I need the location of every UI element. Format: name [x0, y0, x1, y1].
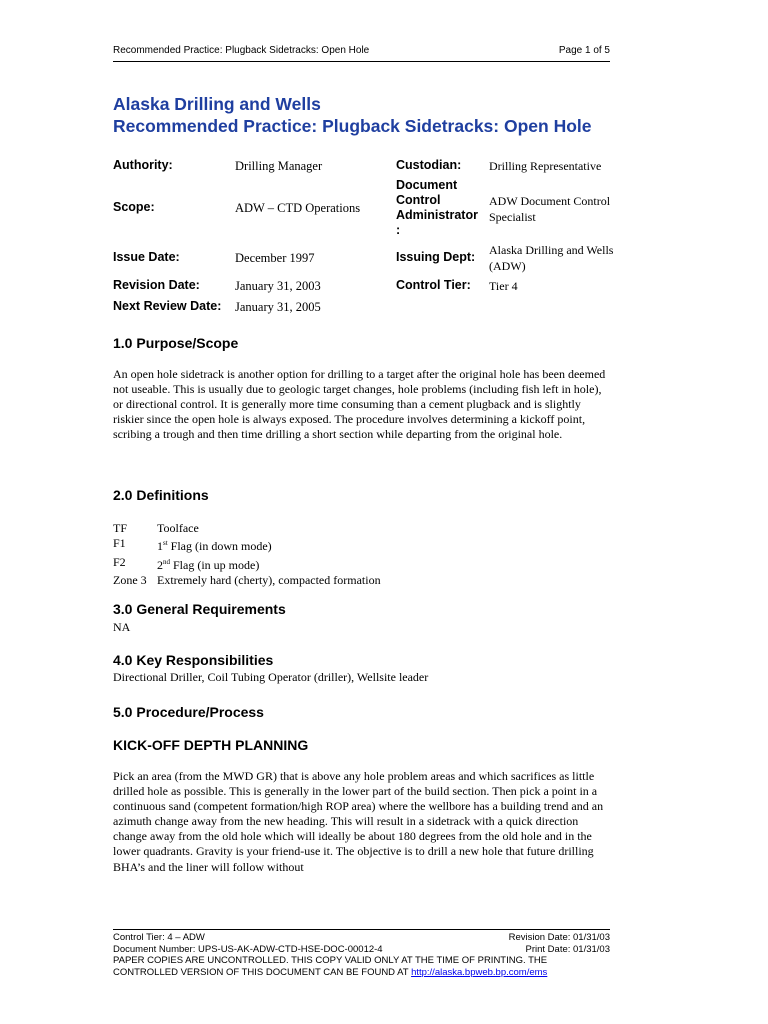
next-review-value: January 31, 2005: [235, 300, 321, 314]
definition-description: Toolface: [157, 521, 199, 535]
document-title: [113, 93, 592, 137]
document-control-administrator-label: Document Control Administrator :: [396, 178, 478, 237]
subsection-heading-kickoff: KICK-OFF DEPTH PLANNING: [113, 737, 309, 753]
title-line-2: Recommended Practice: Plugback Sidetracks: Open Hole: [113, 116, 592, 136]
issuing-dept-label: Issuing Dept:: [396, 250, 476, 264]
control-tier-value: Tier 4: [489, 279, 518, 293]
general-requirements-text: NA: [113, 620, 131, 634]
control-tier-label: Control Tier:: [396, 278, 471, 292]
definition-item: [113, 573, 381, 588]
footer-revision-date: Revision Date: 01/31/03: [508, 932, 610, 943]
running-header: [113, 45, 610, 62]
definition-item: [113, 521, 381, 536]
page-footer: [113, 929, 610, 978]
custodian-value: Drilling Representative: [489, 159, 602, 173]
revision-date-value: January 31, 2003: [235, 279, 321, 293]
footer-control-tier: Control Tier: 4 – ADW: [113, 932, 205, 943]
section-heading-key-responsibilities: 4.0 Key Responsibilities: [113, 652, 274, 668]
definition-term: TF: [113, 521, 128, 535]
document-control-administrator-value: ADW Document Control Specialist: [489, 194, 611, 224]
footer-notice-line-1: PAPER COPIES ARE UNCONTROLLED. THIS COPY VALID ONLY AT THE TIME OF PRINTING. THE: [113, 955, 548, 966]
scope-value: ADW – CTD Operations: [235, 201, 361, 215]
definition-item: [113, 555, 381, 573]
kickoff-paragraph: Pick an area (from the MWD GR) that is above any hole problem areas and which sacrifices as little drilled hole as possible. This is generally in the lower part of the build section. Then pick a point in a continuous sand (competent formation/high ROP area) where the wellbore has a building trend and an azimuth change away from the new heading. This will result in a sidetrack with a quick direction change away from the old hole which will ideally be about 180 degrees from the old hole and in the lower quadrants. Gravity is your friend-use it. The objective is to drill a new hole that future drilling BHA’s and the liner will follow without: [113, 769, 604, 874]
definition-item: [113, 536, 381, 554]
definitions-list: [113, 521, 381, 588]
definition-term: F2: [113, 554, 126, 569]
issue-date-value: December 1997: [235, 251, 315, 265]
footer-row-1: [113, 932, 610, 944]
page-number: Page 1 of 5: [558, 45, 610, 56]
footer-print-date: Print Date: 01/31/03: [525, 943, 610, 955]
issue-date-label: Issue Date:: [113, 250, 180, 264]
footer-row-2: [113, 944, 610, 956]
scope-label: Scope:: [113, 200, 155, 214]
revision-date-label: Revision Date:: [113, 278, 200, 292]
next-review-label: Next Review Date:: [113, 299, 222, 313]
section-heading-definitions: 2.0 Definitions: [113, 487, 209, 503]
authority-value: Drilling Manager: [235, 159, 323, 173]
issuing-dept-value: Alaska Drilling and Wells (ADW): [489, 243, 614, 273]
authority-label: Authority:: [113, 158, 173, 172]
header-title: Recommended Practice: Plugback Sidetracks: Open Hole: [113, 45, 370, 56]
definition-description: Extremely hard (cherty), compacted formation: [157, 572, 381, 587]
section-heading-purpose: 1.0 Purpose/Scope: [113, 335, 239, 351]
title-line-1: Alaska Drilling and Wells: [113, 94, 321, 114]
purpose-paragraph: An open hole sidetrack is another option for drilling to a target after the original hole has been deemed not useable. This is usually due to geologic target changes, hole problems (including fish left in hole), or directional control. It is generally more time consuming than a cement plugback and is slightly riskier since the open hole is always exposed. The procedure involves determining a kickoff point, scribing a trough and then time drilling a short section while departing from the original hole.: [113, 367, 606, 442]
definition-description: 1st Flag (in down mode): [157, 539, 272, 554]
footer-document-number: Document Number: UPS-US-AK-ADW-CTD-HSE-DOC-00012-4: [113, 943, 383, 955]
footer-notice-line-2: CONTROLLED VERSION OF THIS DOCUMENT CAN BE FOUND AT http://alaska.bpweb.bp.com/ems: [113, 966, 548, 978]
key-responsibilities-text: Directional Driller, Coil Tubing Operator (driller), Wellsite leader: [113, 670, 429, 684]
definition-term: Zone 3: [113, 572, 147, 587]
definition-description: 2nd Flag (in up mode): [157, 557, 260, 572]
ems-link[interactable]: http://alaska.bpweb.bp.com/ems: [411, 966, 548, 978]
custodian-label: Custodian:: [396, 158, 462, 172]
section-heading-procedure: 5.0 Procedure/Process: [113, 704, 264, 720]
definition-term: F1: [113, 536, 126, 551]
section-heading-general-requirements: 3.0 General Requirements: [113, 601, 286, 617]
